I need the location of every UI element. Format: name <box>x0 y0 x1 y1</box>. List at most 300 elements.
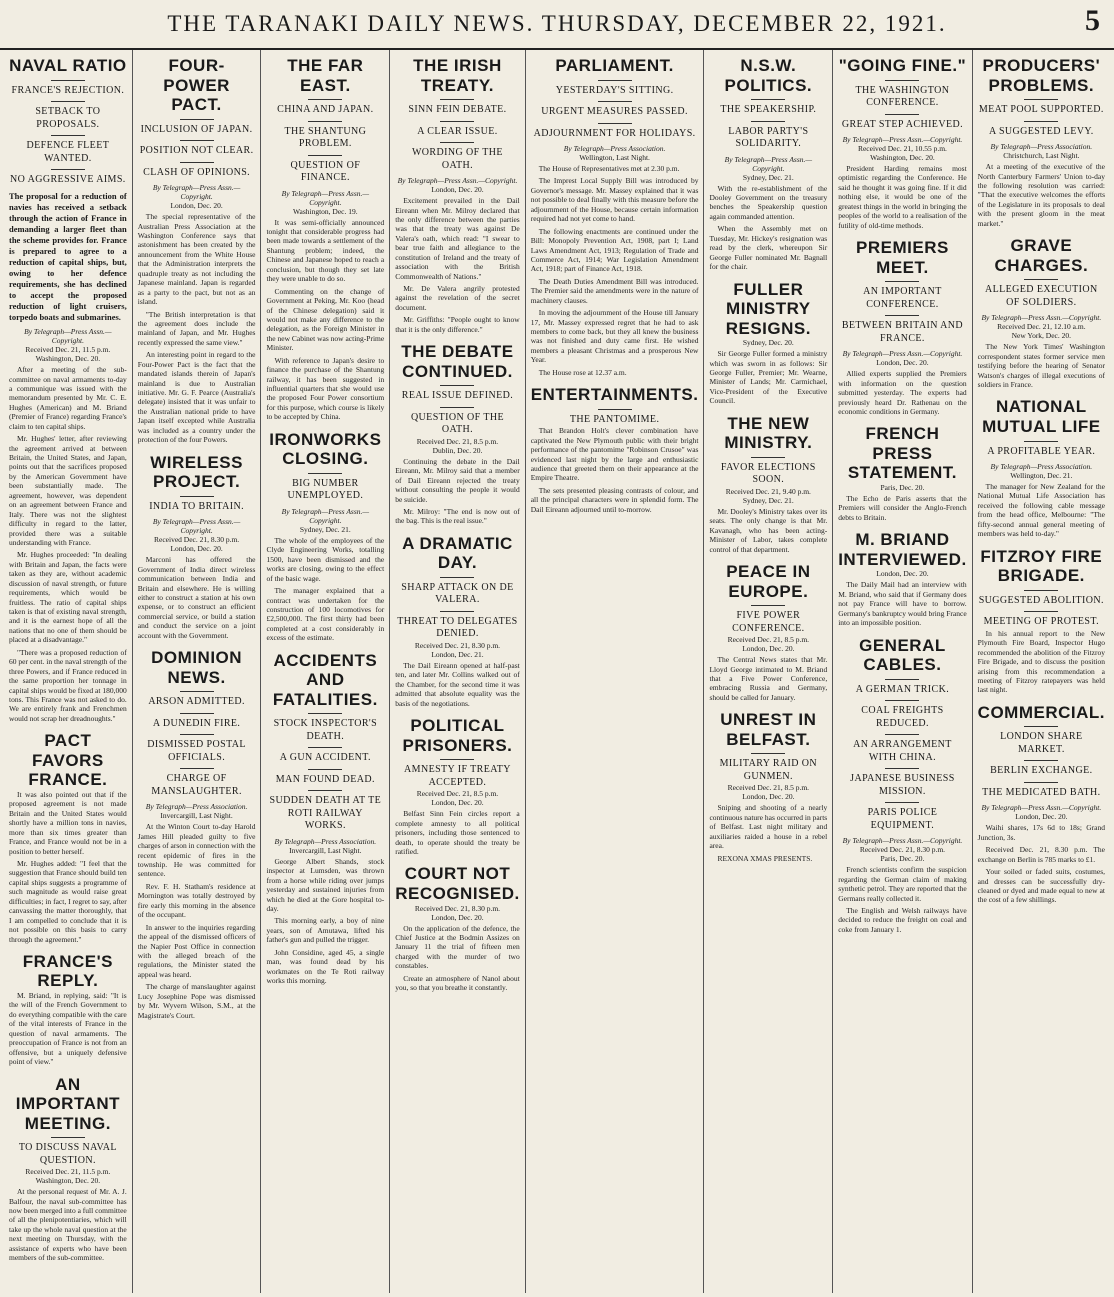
rule <box>308 769 342 770</box>
article-body <box>838 369 966 416</box>
article-body <box>978 629 1105 695</box>
masthead <box>0 0 1114 50</box>
article <box>709 710 827 863</box>
subheading: SUDDEN DEATH AT TE ROTI RAILWAY WORKS. <box>269 795 382 832</box>
dateline: London, Dec. 20. <box>742 792 795 802</box>
rule <box>885 802 919 803</box>
subheading: FIVE POWER CONFERENCE. <box>732 610 805 634</box>
column <box>526 50 705 1293</box>
subheading: INCLUSION OF JAPAN. <box>140 123 253 135</box>
headline: DOMINION NEWS. <box>151 648 243 687</box>
rule <box>751 605 785 606</box>
paragraph: Mr. Hughes added: "I feel that the suggestion that France should build ten capital ships suggests a programme of such magnitude as would raise great difficulties; in fact, I regret to say, after canvassing the matter thoroughly, that I am compelled to conclude that it is not possible on this basis to carry through the agreement." <box>9 859 127 944</box>
headline: IRONWORKS CLOSING. <box>269 429 382 469</box>
article-body <box>395 196 520 334</box>
headline: COMMERCIAL. <box>977 702 1105 722</box>
paragraph: In answer to the inquiries regarding the appeal of the dismissed officers of the Napier Post Office in connection with the alleged breach of the regulations, the Minister stated the appeal was heard. <box>137 922 256 979</box>
rule <box>180 496 214 497</box>
subheading: THE SHANTUNG PROBLEM. <box>284 125 367 150</box>
headline: FULLER MINISTRY RESIGNS. <box>725 279 811 338</box>
paragraph: The sets presented pleasing contrasts of colour, and all the principal characters were in splendid form. The Dail Eireann adjourned until to-morrow. <box>530 485 699 514</box>
subheading: A CLEAR ISSUE. <box>417 125 498 137</box>
dateline: London, Dec. 20. <box>742 644 795 654</box>
article <box>395 534 520 708</box>
rule <box>180 691 214 692</box>
paragraph: Mr. Hughes' letter, after reviewing the agreement arrived at between Britain, the United States, and Japan, points out that the sacrifices proposed by the American Government have been substantially made. The agreement, however, was dependent on an agreement between France and Italy. There was not the slightest difficulty in regard to the latter, provided there was a suitable understanding with France. <box>9 434 127 547</box>
subheading: QUESTION OF FINANCE. <box>290 159 361 184</box>
article <box>838 56 966 230</box>
rule <box>308 713 342 714</box>
paragraph: An interesting point in regard to the Four-Power Pact is the fact that the mandated islands therein of Japan's mainland is due to Australian initiative. Mr. G. F. Pearce (Australia's delegate) insisted that it was unfair to the Australian national pride to have Japan itself excepted while Australia was included as a country under the protection of the four Powers. <box>137 350 256 445</box>
paragraph: Waihi shares, 17s 6d to 18s; Grand Junction, 3s. <box>977 823 1105 842</box>
paragraph: Your soiled or faded suits, costumes, and dresses can be successfully dry-cleaned or dyed and made equal to new at the cost of a few shillings. <box>977 867 1105 905</box>
article <box>266 56 384 422</box>
dateline: Paris, Dec. 20. <box>880 854 925 864</box>
subheading: URGENT MEASURES PASSED. <box>541 106 688 118</box>
paragraph: In his annual report to the New Plymouth Fire Board, Inspector Hugo recommended the abolition of the Fitzroy Fire Brigade, and to discuss the position arising from this recommendation a meeting of Fitzroy ratepayers was held last night. <box>977 628 1105 695</box>
byline: By Telegraph—Press Assn.—Copyright. <box>842 836 963 846</box>
article <box>978 56 1105 228</box>
headline: PARLIAMENT. <box>555 56 674 75</box>
paragraph: After a meeting of the sub-committee on naval armaments to-day a communique was issued with the memorandum presented by Mr. C. E. Hughes (American) and M. Briand (Premier of France) regarding France's claim to ten capital ships. <box>9 365 127 431</box>
paragraph: It was also pointed out that if the proposed agreement is not made Britain and the United States would shortly have a million tons in navies, more than six times greater than France, and France would not be in a position to better herself. <box>9 789 127 856</box>
masthead-title: THE TARANAKI DAILY NEWS. THURSDAY, DECEMBER 22, 1921. <box>167 11 947 36</box>
paragraph: The special representative of the Australian Press Association at the Washington Conference says that astonishment has been created by the announcement from the White House that the Administration interprets the quadruple treaty as not including the Japanese mainland. Japan is regarded as a party to the pact, but not as an island. <box>137 212 256 307</box>
rule <box>885 281 919 282</box>
article-body <box>266 536 384 643</box>
rule <box>180 734 214 735</box>
paragraph: Mr. Milroy: "The end is now out of the bag. This is the real issue." <box>395 507 520 526</box>
lead-paragraph: The proposal for a reduction of navies has received a setback through the action of France in demanding a larger fleet than the scheme provides for. France is prepared to agree to a reduction of capital ships, but, owing to her defence requirements, she has declined to accept the proposed reduction of light cruisers, torpedo boats and submarines. <box>9 190 127 323</box>
subheading: AMNESTY IF TREATY ACCEPTED. <box>404 764 511 788</box>
paragraph: The manager explained that a contract was undertaken for the construction of 100 locomotives for £2,500,000. The first thirty had been completed at a cost considerably in excess of the estimate. <box>266 586 385 643</box>
rule <box>1024 782 1058 783</box>
rule <box>885 80 919 81</box>
dateline: Sydney, Dec. 21. <box>742 172 794 182</box>
subheading: SETBACK TO PROPOSALS. <box>35 106 101 130</box>
subheading: PARIS POLICE EQUIPMENT. <box>867 807 938 831</box>
subheading: LABOR PARTY'S SOLIDARITY. <box>728 125 809 150</box>
headline: POLITICAL PRISONERS. <box>402 716 513 755</box>
paragraph: Create an atmosphere of Nanol about you, so that you breathe it constantly. <box>395 973 520 993</box>
column <box>261 50 390 1293</box>
byline: By Telegraph—Press Association. <box>990 142 1093 152</box>
paragraph: Sniping and shooting of a nearly continuous nature has occurred in parts of Belfast. Last night military and auxiliaries raided a house in a rebel area. <box>709 803 828 851</box>
headline: AN IMPORTANT MEETING. <box>15 1074 121 1133</box>
received-time: Received Dec. 21, 8.5 p.m. <box>727 635 810 645</box>
subheading: CHINA AND JAPAN. <box>277 104 374 116</box>
rule <box>440 99 474 100</box>
article <box>531 56 699 377</box>
paragraph: With reference to Japan's desire to finance the purchase of the Shantung railway, it has been suggested in influential quarters that she would use the proposed Four Power consortium for this purpose, which course is likely to be accepted by China. <box>266 355 385 422</box>
paragraph: Commenting on the change of Government at Peking, Mr. Koo (head of the Chinese delegation) said it would not make any difference to the delegation, as the Foreign Minister in the new Cabinet was now acting-Prime Minister. <box>266 286 385 353</box>
article-body <box>138 822 256 1020</box>
rule <box>598 409 632 410</box>
paragraph: The Daily Mail had an interview with M. Briand, who said that if Germany does not pay France will have to borrow. Germany's bankruptcy would bring France into an impossible position. <box>838 580 967 628</box>
paragraph: Mr. De Valera angrily protested against the revelation of the secret document. <box>395 284 520 312</box>
headline: GENERAL CABLES. <box>859 635 946 675</box>
article <box>838 530 966 627</box>
rule <box>51 101 85 102</box>
article-body <box>709 184 827 272</box>
received-time: Received Dec. 21, 11.5 p.m. <box>25 1167 111 1177</box>
rule <box>1024 590 1058 591</box>
subheading: NO AGGRESSIVE AIMS. <box>10 174 126 186</box>
dateline: London, Dec. 20. <box>431 912 484 922</box>
paragraph: Excitement prevailed in the Dail Eireann when Mr. Milroy declared that the only difference between the parties was that the treaty was against De Valera's oath, which read: "I swear to bear true faith and allegiance to the constitution of Ireland and the treaty of association with the British Commonwealth of Nations." <box>395 196 520 281</box>
dateline: London, Dec. 21. <box>431 649 484 659</box>
article-body <box>709 507 827 554</box>
paragraph: The House of Representatives met at 2.30 p.m. <box>538 164 680 174</box>
rule <box>51 80 85 81</box>
paragraph: At a meeting of the executive of the North Canterbury Farmers' Union to-day the following resolution was carried: "That the executive welcomes the efforts of the Legislature in its proposals to deal with the present gloom in the meat market." <box>977 162 1105 228</box>
paragraph: The charge of manslaughter against Lucy Josephine Pope was dismissed by Mr. Wyvern Wilson, S.M., at the Magistrate's Court. <box>137 982 256 1020</box>
received-time: Received Dec. 21, 8.5 p.m. <box>416 789 499 799</box>
paragraph: M. Briand, in replying, said: "It is the will of the French Government to do everything compatible with the care of the vital interests of France in the question of naval armaments. The preoccupation of France is not from an offensive, but a uniquely defensive point of view." <box>9 991 127 1067</box>
subheading: STOCK INSPECTOR'S DEATH. <box>273 718 378 742</box>
paragraph: The New York Times' Washington correspondent states former service men testifying before the hearing of Senator Watson's charges of illegal executions of soldiers in France. <box>977 342 1105 389</box>
article <box>709 280 827 406</box>
paragraph: On the application of the defence, the Chief Justice at the Bodmin Assizes on January 11 the trial of fifteen men charged with the murder of two constables. <box>395 923 520 971</box>
rule <box>751 121 785 122</box>
rule <box>1024 726 1058 727</box>
byline: By Telegraph—Press Assn.—Copyright. <box>281 188 370 207</box>
column <box>390 50 526 1293</box>
subheading: REAL ISSUE DEFINED. <box>401 390 514 402</box>
subheading: BETWEEN BRITAIN AND FRANCE. <box>841 320 964 344</box>
rule <box>308 473 342 474</box>
rule <box>751 99 785 100</box>
received-time: Received Dec. 21, 8.30 p.m. <box>154 535 240 545</box>
headline: GRAVE CHARGES. <box>994 236 1089 275</box>
byline: By Telegraph—Press Assn.—Copyright. <box>842 349 963 359</box>
subheading: LONDON SHARE MARKET. <box>1000 731 1083 755</box>
article <box>395 56 520 334</box>
headline: PREMIERS MEET. <box>856 238 949 277</box>
paragraph: In moving the adjournment of the House till January 17, Mr. Massey expressed regret that he had to ask members to come back, but they all knew the business was not finished and duty came first. He wished members a pleasant Christmas and a prosperous New Year. <box>530 308 699 365</box>
rule <box>1024 611 1058 612</box>
paragraph: The Death Duties Amendment Bill was introduced. The Premier said the amendments were in the nature of machinery clauses. <box>530 276 699 305</box>
dateline: Paris, Dec. 20. <box>880 483 925 493</box>
paragraph: With the re-establishment of the Dooley Government on the treasury benches the Speakership question again commanded attention. <box>709 183 828 221</box>
subheading: TO DISCUSS NAVAL QUESTION. <box>18 1142 117 1166</box>
received-time: Received Dec. 21, 8.5 p.m. <box>727 783 810 793</box>
columns <box>4 50 1110 1293</box>
paragraph: The House rose at 12.37 a.m. <box>538 367 627 377</box>
rule <box>440 385 474 386</box>
paragraph: "The British interpretation is that the agreement does include the mainland of Japan, and Mr. Hughes recently expressed the same view." <box>137 309 256 347</box>
article-body <box>9 790 127 944</box>
headline: ENTERTAINMENTS. <box>530 385 699 405</box>
received-time: Received Dec. 21, 11.5 p.m. <box>25 345 111 355</box>
rule <box>308 99 342 100</box>
dateline: London, Dec. 20. <box>876 358 929 368</box>
rule <box>180 119 214 120</box>
received-time: Received Dec. 21, 8.30 p.m. <box>859 845 946 855</box>
article-body <box>266 218 384 422</box>
subheading: THE SPEAKERSHIP. <box>720 104 817 116</box>
paragraph: The Central News states that Mr. Lloyd George intimated to M. Briand that a Five Power Conference, embracing Russia and Germany, should be called for January. <box>709 655 828 702</box>
paragraph: At the Winton Court to-day Harold James Hill pleaded guilty to five charges of arson in connection with the recent epidemic of fires in the township. He was committed for sentence. <box>137 822 256 879</box>
article-body <box>978 162 1105 228</box>
dateline: London, Dec. 20. <box>431 185 484 195</box>
headline: A DRAMATIC DAY. <box>402 533 513 573</box>
rule <box>440 407 474 408</box>
dateline: Dublin, Dec. 20. <box>432 445 483 455</box>
paragraph: That Brandon Holt's clever combination have captivated the New Plymouth public with their bright performance of the pantomime "Robinson Crusoe" was evidenced last night by the large and enthusiastic audience that greeted them on their appearance at the Empire Theatre. <box>530 426 699 483</box>
rule <box>440 121 474 122</box>
subheading: SINN FEIN DEBATE. <box>408 104 507 116</box>
subheading: A PROFITABLE YEAR. <box>987 445 1096 457</box>
rule <box>885 734 919 735</box>
received-time: Received Dec. 21, 9.40 p.m. <box>725 486 811 496</box>
subheading: AN ARRANGEMENT WITH CHINA. <box>853 739 952 763</box>
subheading: POSITION NOT CLEAR. <box>139 145 254 157</box>
dateline: Sydney, Dec. 21. <box>299 524 351 534</box>
rule <box>51 135 85 136</box>
rule <box>51 169 85 170</box>
rule <box>885 700 919 701</box>
article-body <box>138 555 256 640</box>
column <box>973 50 1110 1293</box>
subheading: GREAT STEP ACHIEVED. <box>841 118 963 130</box>
rule <box>1024 99 1058 100</box>
rule <box>1024 279 1058 280</box>
headline: COURT NOT RECOGNISED. <box>395 864 520 903</box>
article-body <box>978 342 1105 389</box>
article-body <box>709 803 827 863</box>
subheading: YESTERDAY'S SITTING. <box>555 84 674 96</box>
paragraph: Continuing the debate in the Dail Eireann, Mr. Milroy said that a member of Dail Eireann rejected the treaty without consulting the people it would be suicide. <box>395 456 520 504</box>
paragraph: President Harding remains most optimistic regarding the Conference. He said he thought it was going fine. If it did nothing else, it would be one of the greatest things in the world in bringing the peoples of the world to a realisation of the futility of old-time methods. <box>838 164 967 230</box>
paragraph: The Echo de Paris asserts that the Premiers will consider the Anglo-French debts to Britain. <box>838 494 967 522</box>
article-body <box>395 457 520 526</box>
paragraph: This morning early, a boy of nine years, son of Amutawa, lifted his father's gun and pulled the trigger. <box>266 916 385 945</box>
paragraph: Mr. Dooley's Ministry takes over its seats. The only change is that Mr. Kavanagh, who has been acting-Minister of Labor, takes complete control of that department. <box>709 506 828 554</box>
rule <box>308 155 342 156</box>
article <box>9 1075 127 1263</box>
subheading: MEETING OF PROTEST. <box>983 616 1100 628</box>
subheading: THE WASHINGTON CONFERENCE. <box>855 84 950 109</box>
headline: M. BRIAND INTERVIEWED. <box>838 530 967 569</box>
dateline: Washington, Dec. 19. <box>293 206 358 216</box>
byline: By Telegraph—Press Assn.—Copyright. <box>24 327 112 346</box>
article <box>9 56 127 723</box>
rule <box>51 1137 85 1138</box>
subheading: THE PANTOMIME. <box>569 413 660 425</box>
paragraph: The manager for New Zealand for the National Mutual Life Association has received the following cable message from the head office, Melbourne: "The fifty-second annual general meeting of members was held to-day." <box>977 482 1105 539</box>
headline: FOUR-POWER PACT. <box>163 56 230 115</box>
headline: THE FAR EAST. <box>287 56 364 95</box>
rule <box>308 790 342 791</box>
subheading: FAVOR ELECTIONS SOON. <box>720 461 816 486</box>
headline: THE NEW MINISTRY. <box>724 413 813 453</box>
byline: By Telegraph—Press Association. <box>274 836 377 846</box>
rule <box>751 753 785 754</box>
headline: NATIONAL MUTUAL LIFE <box>982 397 1101 436</box>
subheading: THE MEDICATED BATH. <box>982 786 1101 798</box>
dateline: Invercargill, Last Night. <box>160 811 233 821</box>
headline: ACCIDENTS AND FATALITIES. <box>272 650 378 709</box>
byline: By Telegraph—Press Association. <box>563 144 666 154</box>
article-body <box>978 482 1105 539</box>
page-number: 5 <box>1085 4 1100 37</box>
subheading: INDIA TO BRITAIN. <box>149 500 244 512</box>
article <box>531 385 699 514</box>
subheading: MILITARY RAID ON GUNMEN. <box>719 758 818 782</box>
column <box>133 50 262 1293</box>
dateline: Washington, Dec. 20. <box>35 354 101 364</box>
subheading: ALLEGED EXECUTION OF SOLDIERS. <box>985 284 1098 308</box>
subheading: SHARP ATTACK ON DE VALERA. <box>401 581 514 606</box>
dateline: Wellington, Dec. 21. <box>1010 471 1073 481</box>
rule <box>308 747 342 748</box>
dateline: Washington, Dec. 20. <box>35 1176 101 1186</box>
rule <box>440 611 474 612</box>
rule <box>1024 441 1058 442</box>
subheading: WORDING OF THE OATH. <box>411 147 503 171</box>
article <box>395 716 520 856</box>
paragraph: It was semi-officially announced tonight that considerable progress had been made towards a settlement of the Shantung problem; indeed, the Chinese and Japanese hoped to reach a conclusion, but though they set late they were unable to do so. <box>266 217 385 284</box>
subheading: A SUGGESTED LEVY. <box>988 125 1094 137</box>
dateline: Wellington, Last Night. <box>579 153 650 163</box>
paragraph: The Dail Eireann opened at half-past ten, and later Mr. Collins walked out of the Chamber, for the second time it was admitted that absolute equality was the basis of the negotiations. <box>395 660 520 708</box>
subheading: MAN FOUND DEAD. <box>275 773 375 785</box>
rule <box>180 768 214 769</box>
subheading: DISMISSED POSTAL OFFICIALS. <box>147 739 246 763</box>
article <box>266 430 384 643</box>
subheading: ARSON ADMITTED. <box>148 696 245 708</box>
headline: WIRELESS PROJECT. <box>150 452 243 492</box>
dateline: New York, Dec. 20. <box>1011 331 1072 341</box>
article <box>838 424 966 522</box>
article-body <box>709 349 827 406</box>
article-body <box>709 655 827 702</box>
article-body <box>978 823 1105 905</box>
headline: THE DEBATE CONTINUED. <box>401 342 514 381</box>
article-body <box>838 580 966 627</box>
article-body <box>9 991 127 1067</box>
article <box>709 56 827 272</box>
paragraph: The whole of the employees of the Clyde Engineering Works, totalling 1500, have been dismissed and the works are closing, owing to the effect of the basic wage. <box>266 535 385 583</box>
paragraph: Received Dec. 21, 8.30 p.m. The exchange on Berlin is 785 marks to £1. <box>977 845 1105 864</box>
article <box>395 864 520 992</box>
paragraph: The English and Welsh railways have decided to reduce the freight on coal and coke from January 1. <box>838 905 967 934</box>
paragraph: Marconi has offered the Government of India direct wireless communication between India and Britain and elsewhere. He is willing either to construct a station at his own expense, or to construct an efficient commercial service, or build a station and conduct the service on a joint account with the Government. <box>137 555 256 640</box>
dateline: London, Dec. 20. <box>431 798 484 808</box>
paragraph: Belfast Sinn Fein circles report a complete amnesty to all political prisoners, including those sentenced to death, to operate should the treaty be ratified. <box>395 809 520 856</box>
paragraph: Sir George Fuller formed a ministry which was sworn in as follows: Sir George Fuller, Premier; Mr. Wearne, Minister of Lands; Mr. Carmichael, Vice-President of the Executive Council. <box>709 349 828 406</box>
subheading: JAPANESE BUSINESS MISSION. <box>850 773 955 797</box>
article <box>709 562 827 702</box>
dateline: Sydney, Dec. 20. <box>742 338 794 348</box>
headline: NAVAL RATIO <box>9 56 127 75</box>
rule <box>598 101 632 102</box>
rule <box>180 140 214 141</box>
rule <box>598 123 632 124</box>
column <box>704 50 833 1293</box>
article-body <box>531 426 699 514</box>
paragraph: French scientists confirm the suspicion regarding the German claim of making synthetic petrol. They are reported that the Germans really collected it. <box>838 865 967 903</box>
rule <box>885 768 919 769</box>
subheading: COAL FREIGHTS REDUCED. <box>861 705 944 729</box>
article <box>266 651 384 986</box>
subheading: A DUNEDIN FIRE. <box>152 717 241 729</box>
paragraph: Mr. Hughes proceeded: "In dealing with Britain and Japan, the facts were taken as they are, without academic discussion of naval strength, or future requirements, which would be fruitless. The ratio of capital ships taken is that of existing naval strength, and it is the earnest hope of all the nations that no one of them should be placed at a disadvantage." <box>9 550 127 645</box>
paragraph: REXONA XMAS PRESENTS. <box>717 853 813 863</box>
byline: By Telegraph—Press Assn.—Copyright. <box>397 176 518 186</box>
paragraph: Mr. Griffiths: "People ought to know that it is the only difference." <box>395 315 520 334</box>
article <box>838 636 966 935</box>
subheading: BERLIN EXCHANGE. <box>990 765 1093 777</box>
rule <box>440 759 474 760</box>
article-body <box>395 924 520 993</box>
paragraph: "There was a proposed reduction of 60 per cent. in the naval strength of the three Powers, and if France reduced in the same proportion her tonnage in capital ships would be fixed at 180,000 tons. This France was not asked to do. We are entirely frank and Frenchmen would not scrap her dreadnoughts." <box>9 647 127 723</box>
rule <box>440 577 474 578</box>
dateline: Christchurch, Last Night. <box>1003 151 1080 161</box>
article <box>395 342 520 526</box>
subheading: QUESTION OF THE OATH. <box>410 411 504 436</box>
subheading: SUGGESTED ABOLITION. <box>978 594 1104 606</box>
article <box>709 414 827 554</box>
byline: By Telegraph—Press Assn.—Copyright. <box>281 506 370 525</box>
article-body <box>531 164 699 377</box>
subheading: ADJOURNMENT FOR HOLIDAYS. <box>533 127 696 139</box>
headline: PEACE IN EUROPE. <box>726 562 811 601</box>
rule <box>180 713 214 714</box>
rule <box>885 114 919 115</box>
dateline: London, Dec. 20. <box>1015 812 1068 822</box>
headline: THE IRISH TREATY. <box>413 56 502 95</box>
byline: By Telegraph—Press Assn.—Copyright. <box>981 803 1102 813</box>
headline: "GOING FINE." <box>838 56 967 75</box>
subheading: MEAT POOL SUPPORTED. <box>978 104 1104 116</box>
headline: PRODUCERS' PROBLEMS. <box>982 56 1101 95</box>
article <box>978 547 1105 695</box>
received-time: Received Dec. 21, 8.5 p.m. <box>416 436 499 446</box>
byline: By Telegraph—Press Association. <box>145 802 248 812</box>
dateline: London, Dec. 20. <box>876 569 929 579</box>
paragraph: The Imprest Local Supply Bill was introduced by Governor's message. Mr. Massey explained that it was not possible to deal finally with this measure before the adjournment of the House, because certain information required had not yet come to hand. <box>530 176 699 224</box>
article <box>838 238 966 416</box>
headline: FRANCE'S REPLY. <box>22 951 113 991</box>
received-time: Received Dec. 21, 12.10 a.m. <box>997 322 1086 332</box>
column <box>833 50 972 1293</box>
rule <box>885 315 919 316</box>
article-body <box>266 857 384 986</box>
rule <box>751 457 785 458</box>
byline: By Telegraph—Press Assn.—Copyright. <box>152 517 241 536</box>
subheading: AN IMPORTANT CONFERENCE. <box>863 286 942 310</box>
subheading: BIG NUMBER UNEMPLOYED. <box>287 477 364 502</box>
article-body <box>395 661 520 708</box>
received-time: Received Dec. 21, 8.30 p.m. <box>414 903 501 913</box>
article-body <box>138 212 256 445</box>
subheading: THREAT TO DELEGATES DENIED. <box>397 615 518 640</box>
rule <box>885 679 919 680</box>
article <box>978 397 1105 538</box>
paragraph: George Albert Shands, stock inspector at Lumsden, was thrown from a horse while riding over jumps yesterday and sustained injuries from which he died at the Gore hospital to-day. <box>266 856 385 914</box>
byline: By Telegraph—Press Assn.—Copyright. <box>152 183 241 202</box>
rule <box>180 162 214 163</box>
paragraph: John Considine, aged 45, a single man, was found dead by his workmates on the Te Roti railway works this morning. <box>266 947 385 986</box>
rule <box>1024 760 1058 761</box>
dateline: London, Dec. 20. <box>170 201 223 211</box>
dateline: Sydney, Dec. 21. <box>742 495 794 505</box>
byline: By Telegraph—Press Assn.—Copyright. <box>724 154 813 173</box>
headline: FRENCH PRESS STATEMENT. <box>847 424 958 483</box>
article <box>9 952 127 1067</box>
